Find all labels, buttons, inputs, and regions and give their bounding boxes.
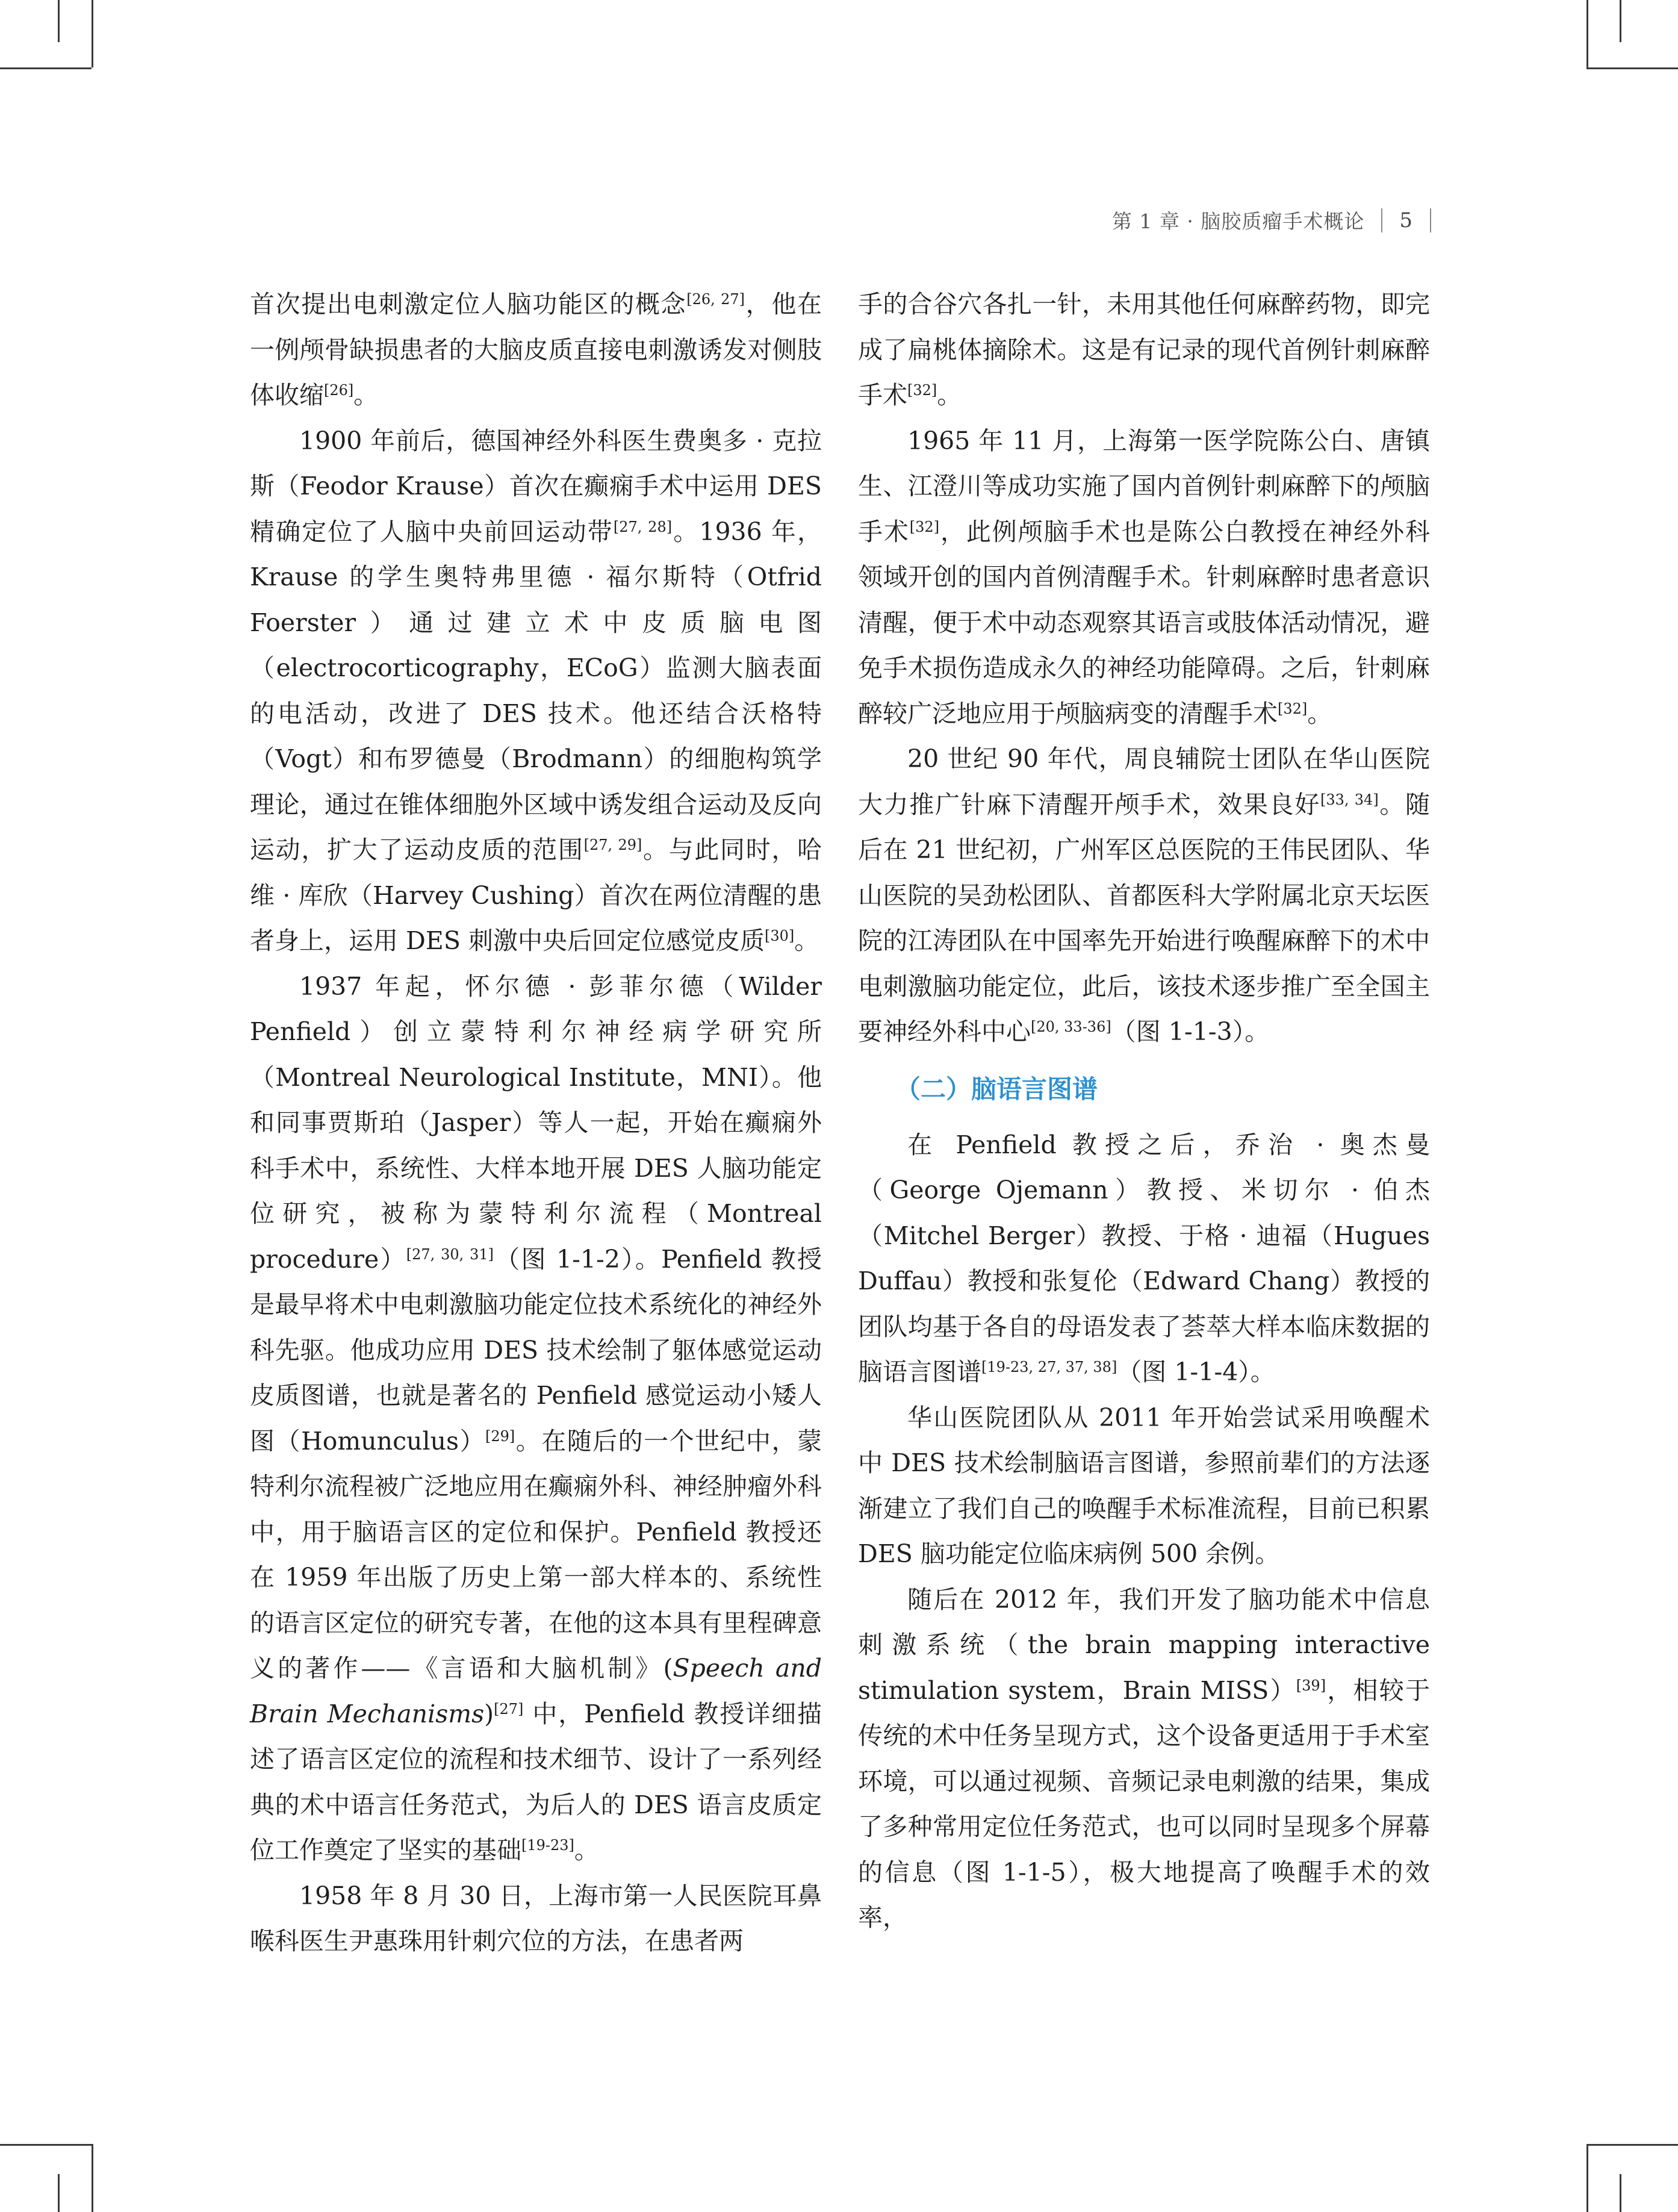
- text-run: 首次提出电刺激定位人脑功能区的概念: [250, 290, 687, 319]
- text-run: ): [484, 1699, 494, 1728]
- crop-mark: [1586, 67, 1678, 69]
- text-run: 1900 年前后，德国神经外科医生费奥多 · 克拉斯（Feodor Krause）首次在癫痫手术中运用 DES 精确定位了人脑中央前回运动带: [250, 426, 822, 546]
- paragraph: [858, 282, 1430, 419]
- text-run: ，他在一例颅骨缺损患者的大脑皮质直接电刺激诱发对侧肢体收缩: [250, 290, 822, 410]
- paragraph: [250, 419, 822, 964]
- crop-mark: [92, 2144, 93, 2212]
- citation: [26, 27]: [686, 291, 745, 308]
- book-title: Speech and Brain Mechanisms: [250, 1654, 822, 1728]
- text-run: 1958 年 8 月 30 日，上海市第一人民医院耳鼻喉科医生尹惠珠用针刺穴位的方法，在患者两: [250, 1881, 822, 1955]
- paragraph: [250, 964, 822, 1874]
- crop-mark: [1586, 2144, 1678, 2146]
- paragraph: [858, 1123, 1430, 1395]
- citation: [32]: [1278, 700, 1308, 717]
- paragraph: [858, 1395, 1430, 1577]
- citation: [19-23, 27, 37, 38]: [981, 1359, 1117, 1375]
- text-run: 。: [937, 381, 962, 410]
- section-heading: （二）脑语言图谱: [895, 1074, 1098, 1104]
- text-run: 手的合谷穴各扎一针，未用其他任何麻醉药物，即完成了扁桃体摘除术。这是有记录的现代首例针刺麻醉手术: [858, 290, 1430, 410]
- citation: [32]: [909, 518, 940, 535]
- crop-mark: [0, 67, 92, 69]
- text-run: 。: [574, 1836, 599, 1865]
- crop-mark: [1586, 0, 1588, 67]
- header-divider: [1381, 208, 1382, 232]
- text-run: （图 1-1-2）。Penfield 教授是最早将术中电刺激脑功能定位技术系统化的神经外科先驱。他成功应用 DES 技术绘制了躯体感觉运动皮质图谱，也就是著名的 Penfield 感觉运动小矮人图（Homunculus）: [250, 1244, 822, 1456]
- citation: [27, 29]: [583, 837, 642, 853]
- text-run: 1937 年起，怀尔德 · 彭菲尔德（Wilder Penfield）创立蒙特利尔神经病学研究所（Montreal Neurological Institute，MNI）。他和同事贾斯珀（Jasper）等人一起，开始在癫痫外科手术中，系统性、大样本地开展 DES 人脑功能定位研究，被称为蒙特利尔流程（Montreal procedure）: [250, 971, 822, 1274]
- citation: [32]: [907, 382, 937, 399]
- crop-mark: [0, 2144, 92, 2146]
- left-column: [250, 282, 822, 1964]
- text-run: 华山医院团队从 2011 年开始尝试采用唤醒术中 DES 技术绘制脑语言图谱，参照前辈们的方法逐渐建立了我们自己的唤醒手术标准流程，目前已积累 DES 脑功能定位临床病例 500 余例。: [858, 1403, 1430, 1568]
- text-run: 。随后在 21 世纪初，广州军区总医院的王伟民团队、华山医院的吴劲松团队、首都医科大学附属北京天坛医院的江涛团队在中国率先开始进行唤醒麻醉下的术中电刺激脑功能定位，此后，该技术逐步推广至全国主要神经外科中心: [858, 790, 1431, 1046]
- citation: [29]: [485, 1427, 515, 1445]
- text-run: （图 1-1-3）。: [1111, 1017, 1270, 1046]
- text-run: ，相较于传统的术中任务呈现方式，这个设备更适用于手术室环境，可以通过视频、音频记录电刺激的结果，集成了多种常用定位任务范式，也可以同时呈现多个屏幕的信息（图 1-1-5），极大地提高了唤醒手术的效率，: [858, 1675, 1430, 1932]
- chapter-title: 第 1 章 · 脑胶质瘤手术概论: [1111, 210, 1365, 233]
- text-run: 在 Penfield 教授之后，乔治 · 奥杰曼（George Ojemann）教授、米切尔 · 伯杰（Mitchel Berger）教授、于格 · 迪福（Hugues Duffau）教授和张复伦（Edward Chang）教授的团队均基于各自的母语发表了荟萃大样本临床数据的脑语言图谱: [858, 1130, 1430, 1386]
- text-run: 。与此同时，哈维 · 库欣（Harvey Cushing）首次在两位清醒的患者身上，运用 DES 刺激中央后回定位感觉皮质: [250, 835, 822, 955]
- text-run: 。1936 年，Krause 的学生奥特弗里德 · 福尔斯特（Otfrid Foerster）通过建立术中皮质脑电图（electrocorticography，ECoG）监测大脑表面的电活动，改进了 DES 技术。他还结合沃格特（Vogt）和布罗德曼（Brodmann）的细胞构筑学理论，通过在锥体细胞外区域中诱发组合运动及反向运动，扩大了运动皮质的范围: [250, 517, 822, 864]
- citation: [27, 30, 31]: [406, 1245, 494, 1263]
- paragraph: [858, 737, 1430, 1055]
- paragraph: [250, 282, 822, 419]
- citation: [30]: [764, 927, 795, 944]
- crop-mark: [1620, 2174, 1621, 2212]
- paragraph: [858, 1577, 1430, 1941]
- text-run: 随后在 2012 年，我们开发了脑功能术中信息刺激系统（the brain mapping interactive stimulation system，Brain MISS）: [858, 1584, 1430, 1705]
- paragraph: [250, 1874, 822, 1964]
- paragraph: [858, 419, 1430, 737]
- citation: [27]: [494, 1700, 524, 1718]
- citation: [33, 34]: [1320, 791, 1379, 808]
- citation: [27, 28]: [613, 518, 673, 535]
- text-run: 。: [353, 381, 379, 410]
- crop-mark: [92, 0, 93, 67]
- running-header: [1112, 206, 1431, 234]
- text-run: （图 1-1-4）。: [1117, 1357, 1275, 1386]
- text-run: 。在随后的一个世纪中，蒙特利尔流程被广泛地应用在癫痫外科、神经肿瘤外科中，用于脑语言区的定位和保护。Penfield 教授还在 1959 年出版了历史上第一部大样本的、系统性的语言区定位的研究专著，在他的这本具有里程碑意义的著作——《言语和大脑机制》(: [250, 1426, 822, 1683]
- text-run: 。: [794, 926, 819, 955]
- citation: [26]: [324, 382, 354, 399]
- citation: [19-23]: [521, 1837, 574, 1854]
- citation: [20, 33-36]: [1031, 1018, 1111, 1035]
- text-run: 20 世纪 90 年代，周良辅院士团队在华山医院大力推广针麻下清醒开颅手术，效果良好: [858, 744, 1430, 819]
- text-run: ，此例颅脑手术也是陈公白教授在神经外科领域开创的国内首例清醒手术。针刺麻醉时患者意识清醒，便于术中动态观察其语言或肢体活动情况，避免手术损伤造成永久的神经功能障碍。之后，针刺麻醉较广泛地应用于颅脑病变的清醒手术: [858, 517, 1431, 728]
- crop-mark: [58, 2174, 60, 2212]
- text-run: 1965 年 11 月，上海第一医学院陈公白、唐镇生、江澄川等成功实施了国内首例针刺麻醉下的颅脑手术: [858, 426, 1430, 546]
- page-number: 5: [1399, 208, 1413, 232]
- crop-mark: [1620, 0, 1621, 42]
- citation: [39]: [1296, 1677, 1326, 1694]
- right-column: [858, 282, 1430, 1941]
- crop-mark: [1586, 2144, 1588, 2212]
- text-run: 中，Penfield 教授详细描述了语言区定位的流程和技术细节、设计了一系列经典的术中语言任务范式，为后人的 DES 语言皮质定位工作奠定了坚实的基础: [250, 1699, 822, 1865]
- crop-mark: [58, 0, 60, 42]
- text-run: 。: [1307, 699, 1332, 728]
- header-divider: [1430, 208, 1431, 232]
